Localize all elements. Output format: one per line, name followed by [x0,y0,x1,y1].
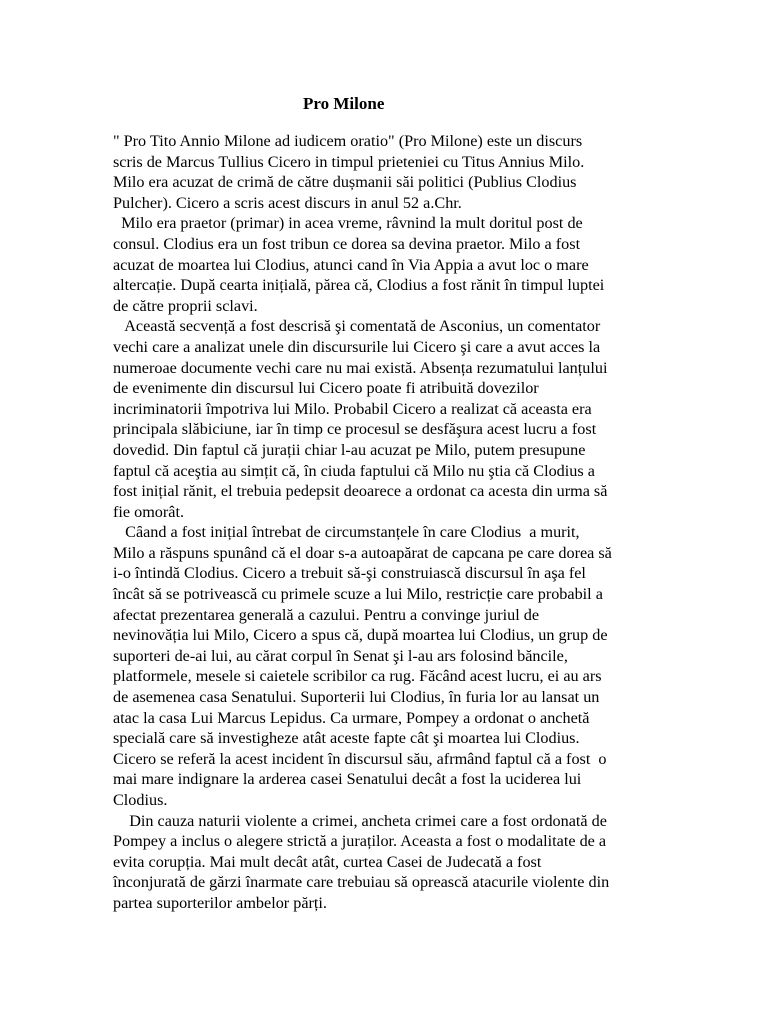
text-line: fost inițial rănit, el trebuia pedepsit deoarece a ordonat ca acesta din urma să [113,482,608,501]
text-line: suporteri de-ai lui, au cărat corpul în Senat şi l-au ars folosind băncile, [113,646,568,665]
text-line: scris de Marcus Tullius Cicero in timpul prieteniei cu Titus Annius Milo. [113,152,585,171]
text-line: incriminatorii împotriva lui Milo. Probabil Cicero a realizat că aceasta era [113,399,592,418]
text-line: Clodius. [113,791,168,809]
text-line: Milo era acuzat de crimă de către dușmanii săi politici (Publius Clodius [113,173,577,192]
text-line: altercație. După cearta inițială, părea că, Clodius a fost rănit în timpul luptei [113,276,605,295]
text-line: de evenimente din discursul lui Cicero poate fi atribuită dovezilor [113,379,539,398]
text-line: partea suporterilor ambelor părți. [113,893,327,912]
text-line: încât să se potrivească cu primele scuze a lui Milo, restricție care probabil a [113,585,603,604]
text-line: Pompey a inclus o alegere strictă a juraților. Aceasta a fost o modalitate de a [113,832,607,851]
text-line: " Pro Tito Annio Milone ad iudicem oratio" (Pro Milone) este un discurs [113,132,583,150]
document-title: Pro Milone [303,94,385,113]
text-line: Această secvență a fost descrisă şi comentată de Asconius, un comentator [113,317,601,336]
text-line: dovedid. Din faptul că jurații chiar l-au acuzat pe Milo, putem presupune [113,440,586,459]
text-line: Pulcher). Cicero a scris acest discurs in anul 52 a.Chr. [113,193,462,212]
text-line: i-o întindă Clodius. Cicero a trebuit să-şi construiască discursul în aşa fel [113,564,586,583]
text-line: numeroae documente vechi care nu mai există. Absența rezumatului lanțului [113,358,608,377]
text-line: afectat prezentarea generală a cazului. Pentru a convinge juriul de [113,605,540,624]
text-line: Cȃand a fost inițial întrebat de circumstanțele în care Clodius a murit, [113,523,580,542]
text-line: de asemenea casa Senatului. Suporterii lui Clodius, în furia lor au lansat un [113,688,600,707]
text-line: înconjurată de gărzi înarmate care trebuiau să oprească atacurile violente din [113,873,610,892]
text-line: mai mare indignare la arderea casei Senatului decât a fost la uciderea lui [113,770,582,789]
text-line: faptul că aceştia au simțit că, în ciuda faptului că Milo nu ştia că Clodius a [113,461,595,480]
text-line: consul. Clodius era un fost tribun ce dorea sa devina praetor. Milo a fost [113,234,581,253]
text-line: vechi care a analizat unele din discursurile lui Cicero şi care a avut acces la [113,337,601,356]
text-line: principala slăbiciune, iar în timp ce procesul se desfăşura acest lucru a fost [113,420,597,439]
text-line: Milo era praetor (primar) in acea vreme, râvnind la mult doritul post de [113,214,583,233]
text-line: Cicero se referă la acest incident în discursul său, afrmând faptul că a fost o [113,749,607,768]
text-line: nevinovăția lui Milo, Cicero a spus că, după moartea lui Clodius, un grup de [113,626,608,645]
text-line: Din cauza naturii violente a crimei, ancheta crimei care a fost ordonată de [113,811,607,830]
text-line: evita corupția. Mai mult decât atât, curtea Casei de Judecată a fost [113,852,542,871]
text-line: fie omorât. [113,502,185,521]
text-line: acuzat de moartea lui Clodius, atunci cand în Via Appia a avut loc o mare [113,255,589,274]
text-line: Milo a răspuns spunând că el doar s-a autoapărat de capcana pe care dorea să [113,543,612,562]
text-line: de către proprii sclavi. [113,296,258,315]
document-body [113,131,673,914]
text-line: platformele, mesele si caietele scribilor ca rug. Făcând acest lucru, ei au ars [113,667,602,686]
text-line: atac la casa Lui Marcus Lepidus. Ca urmare, Pompey a ordonat o anchetă [113,708,590,727]
text-line: specială care să investigheze atât aceste fapte cât şi moartea lui Clodius. [113,729,580,748]
